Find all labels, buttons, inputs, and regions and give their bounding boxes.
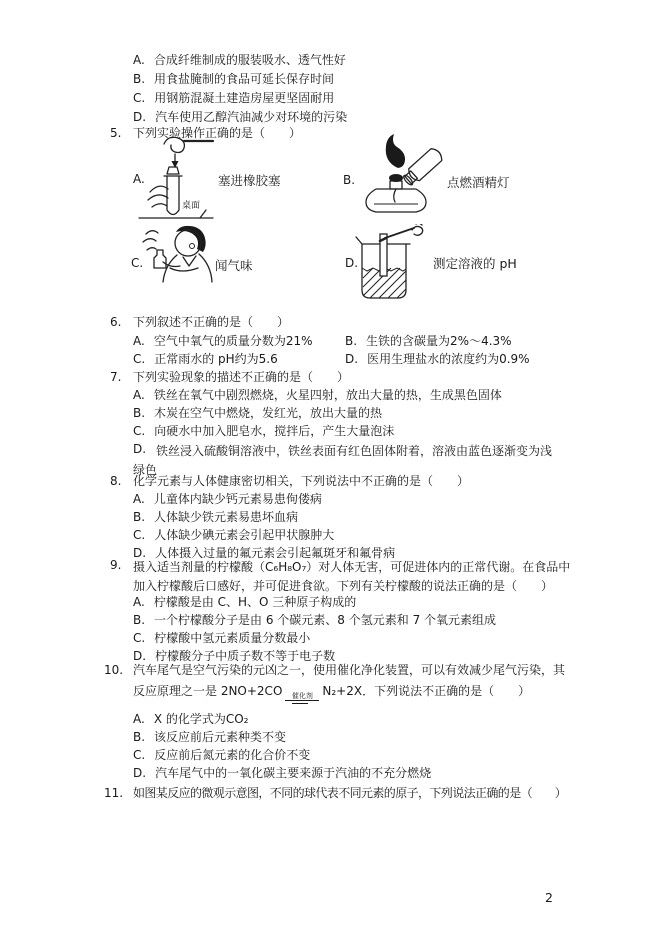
figure-d-ph-beaker bbox=[352, 224, 432, 314]
q6-option-c bbox=[133, 352, 278, 367]
option-label: A. bbox=[133, 388, 145, 402]
q6-stem: 下列叙述不正确的是（ ） bbox=[133, 315, 290, 329]
option-text: 向硬水中加入肥皂水，搅拌后，产生大量泡沫 bbox=[154, 424, 395, 438]
equation-suffix: N₂+2X．下列说法不正确的是（ ） bbox=[322, 684, 531, 698]
option-label: A. bbox=[133, 595, 145, 609]
q9-option-b bbox=[133, 613, 496, 628]
q10-number: 10. bbox=[104, 663, 124, 677]
q9-option-a bbox=[133, 595, 356, 610]
option-label: A. bbox=[133, 712, 145, 726]
figure-b-caption: 点燃酒精灯 bbox=[447, 175, 510, 190]
q6-option-d bbox=[345, 352, 530, 367]
option-text: 人体缺少碘元素会引起甲状腺肿大 bbox=[154, 528, 335, 542]
option-label: A. bbox=[133, 334, 145, 348]
option-text: 医用生理盐水的浓度约为0.9% bbox=[367, 352, 530, 366]
option-label: D. bbox=[133, 766, 147, 780]
q10-stem-line2 bbox=[133, 684, 530, 704]
figure-a-stopper-test-tube bbox=[136, 132, 216, 226]
q9-option-c bbox=[133, 631, 310, 646]
q10-option-b bbox=[133, 730, 286, 745]
option-text: 一个柠檬酸分子是由 6 个碳元素、8 个氢元素和 7 个氧元素组成 bbox=[154, 613, 497, 627]
option-text: X 的化学式为CO₂ bbox=[153, 712, 249, 726]
q7-option-c bbox=[133, 424, 394, 439]
q11-number: 11. bbox=[104, 786, 124, 800]
option-label: A. bbox=[133, 53, 145, 67]
option-label: D. bbox=[133, 649, 147, 663]
q7-number: 7. bbox=[110, 370, 122, 384]
option-text: 用食盐腌制的食品可延长保存时间 bbox=[154, 72, 335, 86]
reaction-arrow-line bbox=[285, 700, 319, 704]
option-text: 柠檬酸中氢元素质量分数最小 bbox=[154, 631, 311, 645]
figure-c-smelling-person bbox=[140, 224, 224, 310]
q4-option-a bbox=[133, 53, 346, 68]
option-text: 用钢筋混凝土建造房屋更坚固耐用 bbox=[154, 91, 335, 105]
option-label: B. bbox=[345, 334, 358, 348]
option-label: C. bbox=[133, 352, 146, 366]
option-text: 汽车尾气中的一氧化碳主要来源于汽油的不充分燃烧 bbox=[155, 766, 432, 780]
figure-a-caption: 塞进橡胶塞 bbox=[218, 173, 281, 188]
figure-b-alcohol-lamp bbox=[352, 134, 454, 228]
figure-c-label: C. bbox=[131, 256, 144, 270]
option-text: 汽车使用乙醇汽油减少对环境的污染 bbox=[155, 110, 348, 124]
q6-option-a bbox=[133, 334, 313, 349]
option-text: 反应前后氮元素的化合价不变 bbox=[154, 748, 311, 762]
catalyst-condition: 催化剂 bbox=[291, 692, 313, 700]
option-text: 正常雨水的 pH约为5.6 bbox=[154, 352, 278, 366]
catalyst-arrow bbox=[285, 692, 319, 704]
option-label: D. bbox=[133, 546, 147, 560]
q7-option-b bbox=[133, 406, 382, 421]
q7-option-d-text: 铁丝浸入硫酸铜溶液中，铁丝表面有红色固体附着，溶液由蓝色逐渐变为浅绿色 bbox=[133, 444, 553, 477]
q10-option-c bbox=[133, 748, 310, 763]
option-label: D. bbox=[133, 110, 147, 124]
q10-option-a bbox=[133, 712, 248, 727]
q8-option-b bbox=[133, 510, 298, 525]
q4-option-c bbox=[133, 91, 334, 106]
option-text: 柠檬酸是由 C、H、O 三种原子构成的 bbox=[153, 595, 357, 609]
option-label: C. bbox=[133, 748, 146, 762]
q4-option-d bbox=[133, 110, 347, 125]
option-text: 儿童体内缺少钙元素易患佝偻病 bbox=[153, 492, 322, 506]
q9-option-d bbox=[133, 649, 335, 664]
figure-c-caption: 闻气味 bbox=[215, 258, 253, 273]
option-text: 人体缺少铁元素易患坏血病 bbox=[154, 510, 299, 524]
q10-option-d bbox=[133, 766, 431, 781]
option-text: 生铁的含碳量为2%～4.3% bbox=[366, 334, 512, 348]
option-label: C. bbox=[133, 424, 146, 438]
option-text: 空气中氧气的质量分数为21% bbox=[153, 334, 313, 348]
q7-stem: 下列实验现象的描述不正确的是（ ） bbox=[133, 370, 350, 384]
equation-prefix: 反应原理之一是 2NO+2CO bbox=[133, 684, 283, 698]
option-text: 木炭在空气中燃烧，发红光，放出大量的热 bbox=[154, 406, 383, 420]
q7-option-d-label: D. bbox=[133, 442, 147, 456]
page-number: 2 bbox=[545, 890, 553, 905]
figure-a-label: A. bbox=[133, 172, 145, 186]
q9-number: 9. bbox=[110, 558, 122, 572]
option-text: 柠檬酸分子中质子数不等于电子数 bbox=[155, 649, 336, 663]
option-label: C. bbox=[133, 528, 146, 542]
q8-option-a bbox=[133, 492, 322, 507]
figure-b-label: B. bbox=[343, 173, 356, 187]
option-text: 铁丝在氧气中剧烈燃烧，火星四射，放出大量的热，生成黑色固体 bbox=[153, 388, 502, 402]
table-surface-note: 桌面 bbox=[182, 201, 201, 211]
option-label: B. bbox=[133, 730, 146, 744]
q5-number: 5. bbox=[110, 126, 122, 140]
q6-option-b bbox=[345, 334, 512, 349]
q10-stem-line1: 汽车尾气是空气污染的元凶之一，使用催化净化装置，可以有效减少尾气污染，其 bbox=[133, 663, 566, 677]
figure-d-caption: 测定溶液的 pH bbox=[433, 256, 517, 271]
option-text: 该反应前后元素种类不变 bbox=[154, 730, 287, 744]
option-label: D. bbox=[345, 352, 359, 366]
option-label: C. bbox=[133, 631, 146, 645]
option-label: B. bbox=[133, 72, 146, 86]
q8-option-c bbox=[133, 528, 334, 543]
option-label: B. bbox=[133, 613, 146, 627]
q9-stem: 摄入适当剂量的柠檬酸（C₆H₈O₇）对人体无害，可促进体内的正常代谢。在食品中加入柠檬酸后口感好，并可促进食欲。下列有关柠檬酸的说法正确的是（ ） bbox=[133, 560, 571, 593]
q4-option-b bbox=[133, 72, 334, 87]
figure-d-label: D. bbox=[345, 256, 359, 270]
option-label: B. bbox=[133, 510, 146, 524]
q8-stem: 化学元素与人体健康密切相关，下列说法中不正确的是（ ） bbox=[133, 474, 470, 488]
q7-option-a bbox=[133, 388, 502, 403]
q6-number: 6. bbox=[110, 315, 122, 329]
q8-number: 8. bbox=[110, 474, 122, 488]
option-text: 人体摄入过量的氟元素会引起氟斑牙和氟骨病 bbox=[155, 546, 396, 560]
option-label: B. bbox=[133, 406, 146, 420]
option-label: C. bbox=[133, 91, 146, 105]
q5-stem: 下列实验操作正确的是（ ） bbox=[133, 126, 302, 140]
option-text: 合成纤维制成的服装吸水、透气性好 bbox=[153, 53, 346, 67]
q11-stem: 如图某反应的微观示意图，不同的球代表不同元素的原子，下列说法正确的是（ ） bbox=[133, 786, 567, 800]
option-label: A. bbox=[133, 492, 145, 506]
